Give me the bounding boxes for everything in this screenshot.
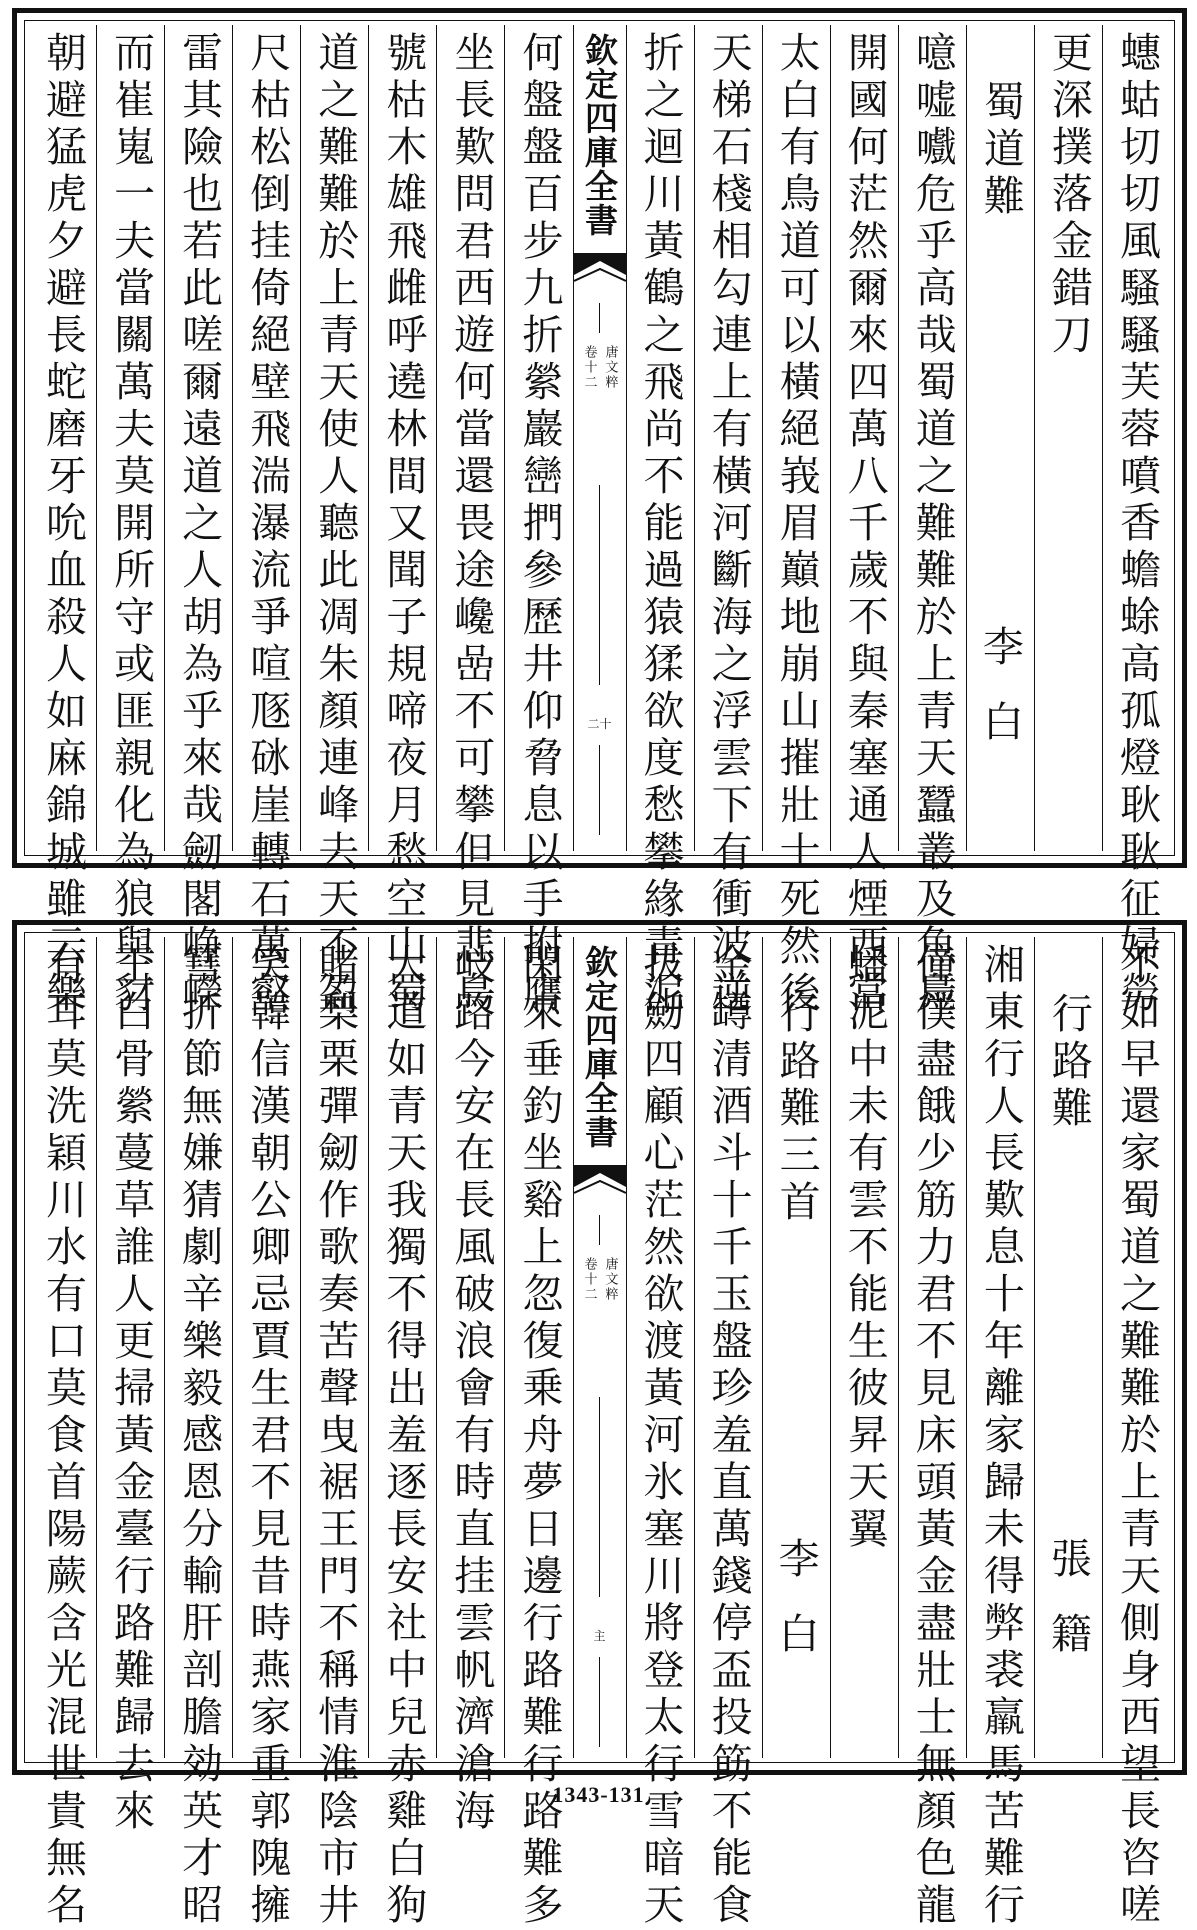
text-column <box>232 937 300 1930</box>
fishtail-mark-icon <box>574 1165 626 1209</box>
spine-page-number: 主 <box>593 1629 606 1643</box>
text-column <box>626 937 694 1930</box>
text-column <box>830 25 898 1018</box>
column-text: 僮僕盡餓少筋力君不見床頭黃金盡壯士無顏色龍 <box>908 943 957 1930</box>
page-folio-number: 1343-131 <box>552 1782 645 1807</box>
column-text: 賭梨栗彈劒作歌奏苦聲曳裾王門不稱情淮陰市井 <box>311 943 360 1930</box>
column-text: 坐長歎問君西遊何當還畏途巉嵒不可攀但見悲鳥 <box>447 31 496 1018</box>
column-text: 道之難難於上青天使人聽此凋朱顏連峰去天不盈 <box>311 31 360 1018</box>
text-column <box>96 937 164 1836</box>
column-text: 有耳莫洗穎川水有口莫食首陽蕨含光混世貴無名 <box>39 943 88 1930</box>
text-column <box>232 25 300 1018</box>
text-column <box>436 937 504 1836</box>
column-text: 大道如青天我獨不得出羞逐長安社中兒赤雞白狗 <box>379 943 428 1930</box>
poem-author: 張籍 <box>1043 1537 1092 1687</box>
text-column <box>966 937 1034 1930</box>
spine-book-title: 欽定四庫全書 <box>580 33 619 237</box>
text-column <box>96 25 164 1018</box>
column-text: 王白骨縈蔓草誰人更掃黃金臺行路難歸去來 <box>107 943 156 1836</box>
center-spine <box>573 25 626 851</box>
poem-author: 李白 <box>771 1537 820 1687</box>
text-column <box>1102 937 1170 1930</box>
poem-title-column <box>966 25 1034 851</box>
column-text: 湘東行人長歎息十年離家歸未得弊裘羸馬苦難行 <box>976 943 1025 1930</box>
text-column <box>164 25 232 1018</box>
column-text: 金罇清酒斗十千玉盤珍羞直萬錢停盃投筯不能食 <box>704 943 753 1930</box>
spine-page-number: 二十 <box>587 717 612 731</box>
column-text: 而崔嵬一夫當關萬夫莫開所守或匪親化為狼與豺 <box>107 31 156 1018</box>
column-text: 何盤盤百步九折縈巖巒捫參歷井仰脅息以手拊膺 <box>515 31 564 1018</box>
column-text: 天梯石棧相勾連上有橫河斷海之浮雲下有衝波逆 <box>704 31 753 1018</box>
text-column <box>898 937 966 1930</box>
text-column <box>164 937 232 1930</box>
text-column <box>368 937 436 1930</box>
column-text: 篲折節無嫌猜劇辛樂毅感恩分輸肝剖膽効英才昭 <box>175 943 224 1930</box>
column-text: 不如早還家蜀道之難難於上青天側身西望長咨嗟 <box>1112 943 1161 1930</box>
text-column <box>830 937 898 1758</box>
text-column <box>1034 25 1102 851</box>
column-text: 折之迴川黃鶴之飛尚不能過猿猱欲度愁攀緣青泥 <box>636 31 685 1018</box>
column-text: 蟪蛄切切風騷騷芙蓉噴香蟾蜍高孤燈耿耿征婦勞 <box>1112 31 1161 1018</box>
fishtail-mark-icon <box>574 253 626 297</box>
column-text: 閑來垂釣坐谿上忽復乗舟夢日邊行路難行路難多 <box>515 943 564 1930</box>
text-column <box>694 25 762 1018</box>
poem-title: 行路難三首 <box>772 992 821 1227</box>
text-column <box>368 25 436 1018</box>
text-column <box>898 25 966 1018</box>
text-column <box>504 937 572 1930</box>
text-column <box>694 937 762 1930</box>
column-text: 蟠泥中未有雲不能生彼昇天翼 <box>840 943 889 1554</box>
column-text: 更深撲落金錯刀 <box>1044 31 1093 360</box>
column-text: 笑韓信漢朝公卿忌賈生君不見昔時燕家重郭隗擁 <box>243 943 292 1930</box>
spine-rule <box>599 485 601 685</box>
text-column <box>436 25 504 1018</box>
column-text: 開國何茫然爾來四萬八千歲不與秦塞通人煙西當 <box>840 31 889 1018</box>
column-text: 噫嘘嚱危乎高哉蜀道之難難於上青天蠶叢及魚鳧 <box>908 31 957 1018</box>
spine-rule <box>599 303 601 333</box>
poem-title-column <box>1034 937 1102 1758</box>
spine-volume: 卷十二 <box>581 1257 597 1302</box>
column-text: 朝避猛虎夕避長蛇磨牙吮血殺人如麻錦城雖云樂 <box>39 31 88 1018</box>
spine-volume: 卷十二 <box>581 345 597 390</box>
column-text: 雷其險也若此嗟爾遠道之人胡為乎來哉劒閣峥嶸 <box>175 31 224 1018</box>
spine-rule <box>599 1397 601 1597</box>
text-column <box>300 937 368 1930</box>
spine-rule <box>599 1657 601 1747</box>
text-column <box>626 25 694 1018</box>
column-text: 太白有鳥道可以橫絕峩眉巔地崩山摧壯士死然後 <box>772 31 821 1018</box>
poem-title: 行路難 <box>1044 992 1093 1133</box>
spine-rule <box>599 745 601 835</box>
text-column <box>300 25 368 1018</box>
column-text: 尺枯松倒挂倚絕壁飛湍瀑流爭喧豗砯崖轉石萬壑 <box>243 31 292 1018</box>
spine-rule <box>599 1215 601 1245</box>
text-column <box>29 25 96 1018</box>
spine-collection: 唐文粹 <box>602 1257 618 1302</box>
column-text: 岐路今安在長風破浪會有時直挂雲帆濟滄海 <box>447 943 496 1836</box>
poem-title-column <box>762 937 830 1758</box>
spine-collection: 唐文粹 <box>602 345 618 390</box>
top-page-panel <box>12 8 1187 1018</box>
text-column <box>1102 25 1170 1018</box>
text-column <box>29 937 96 1930</box>
column-text: 拔劒四顧心茫然欲渡黃河氷塞川將登太行雪暗天 <box>636 943 685 1930</box>
column-text: 號枯木雄飛雌呼遶林間又聞子規啼夜月愁空山蜀 <box>379 31 428 1018</box>
text-column <box>762 25 830 1018</box>
poem-title: 蜀道難 <box>976 80 1025 221</box>
spine-book-title: 欽定四庫全書 <box>580 945 619 1149</box>
text-column <box>504 25 572 1018</box>
center-spine <box>573 937 626 1758</box>
poem-author: 李白 <box>975 625 1024 775</box>
